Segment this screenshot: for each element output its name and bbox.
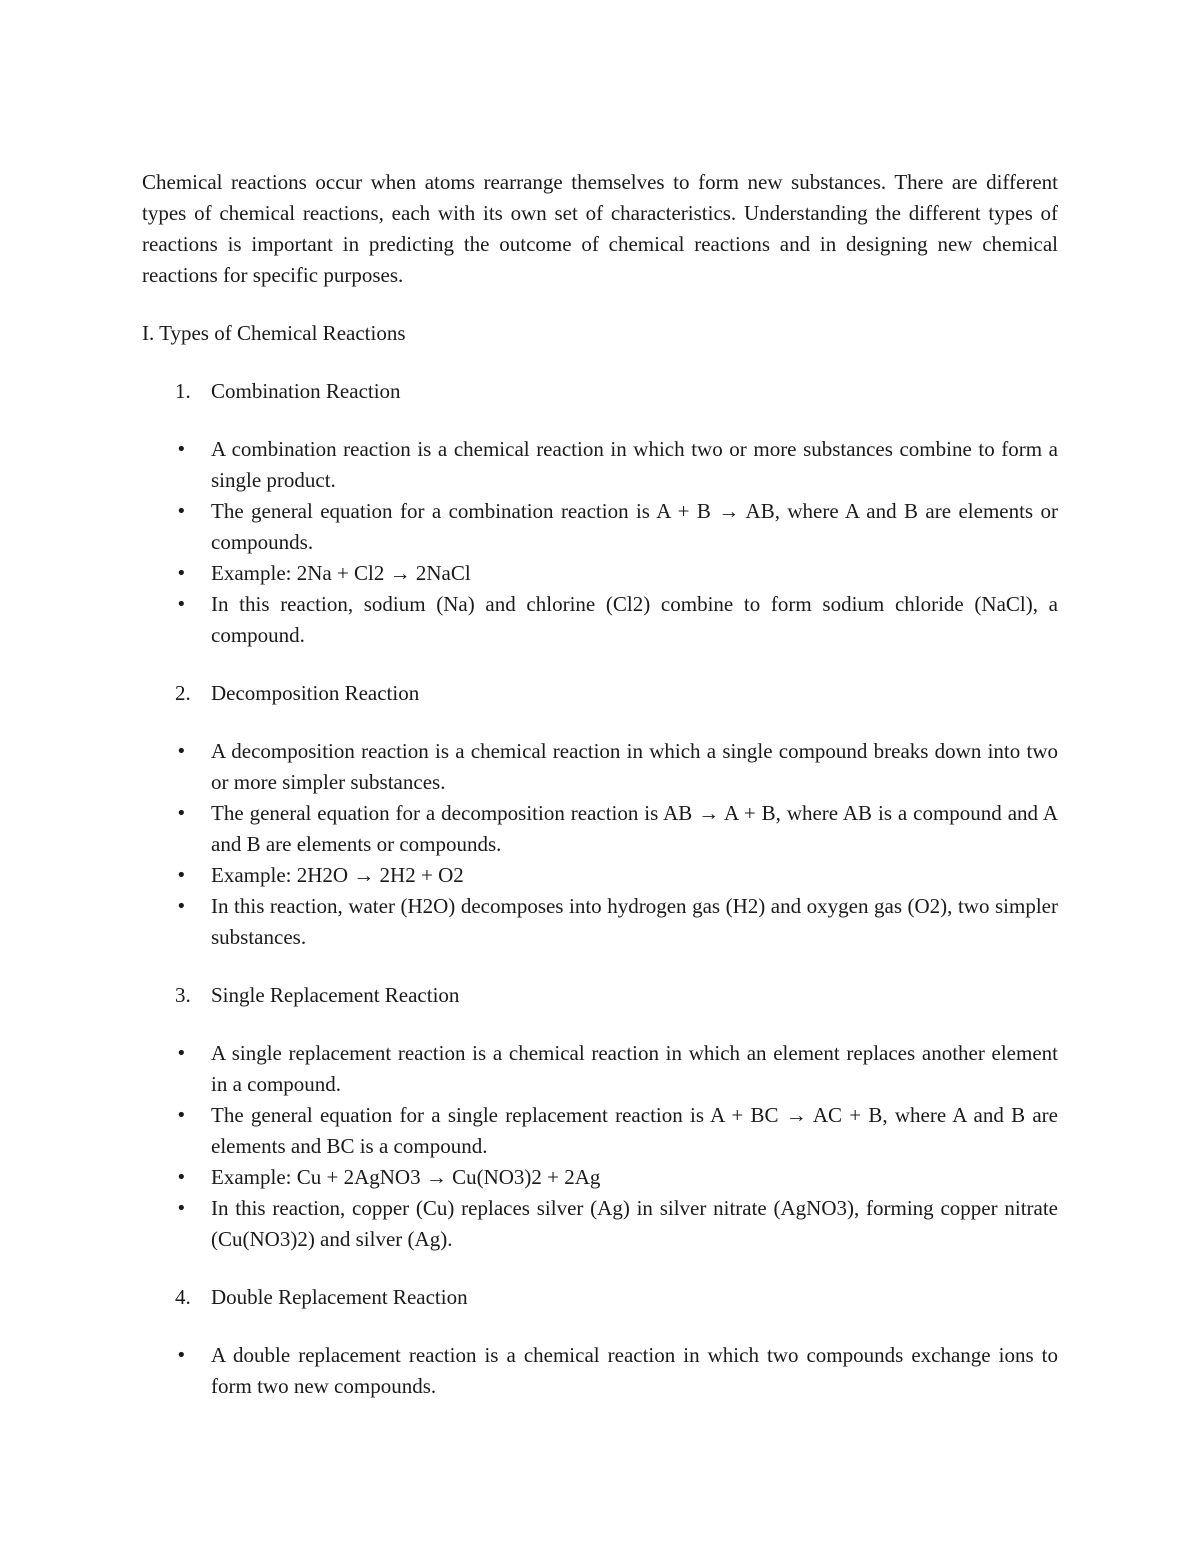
bullet-list	[142, 1038, 1058, 1255]
reaction-decomposition	[142, 678, 1058, 953]
list-number: 4.	[175, 1285, 191, 1309]
reaction-double-replacement	[142, 1282, 1058, 1402]
bullet-item: • Example: 2Na + Cl2 → 2NaCl	[142, 558, 1058, 589]
bullet-item: • In this reaction, copper (Cu) replaces silver (Ag) in silver nitrate (AgNO3), forming copper nitrate (Cu(NO3)2) and silver (Ag).	[142, 1193, 1058, 1255]
bullet-list	[142, 434, 1058, 651]
bullet-item: • A single replacement reaction is a chemical reaction in which an element replaces another element in a compound.	[142, 1038, 1058, 1100]
bullet-item: • Example: Cu + 2AgNO3 → Cu(NO3)2 + 2Ag	[142, 1162, 1058, 1193]
bullet-item: • A decomposition reaction is a chemical reaction in which a single compound breaks down into two or more simpler substances.	[142, 736, 1058, 798]
bullet-item: • Example: 2H2O → 2H2 + O2	[142, 860, 1058, 891]
section-heading: I. Types of Chemical Reactions	[142, 321, 406, 345]
bullet-item: • In this reaction, sodium (Na) and chlorine (Cl2) combine to form sodium chloride (NaCl), a compound.	[142, 589, 1058, 651]
reaction-single-replacement	[142, 980, 1058, 1255]
intro-paragraph: Chemical reactions occur when atoms rearrange themselves to form new substances. There are different types of chemical reactions, each with its own set of characteristics. Understanding the different types of reactions is important in predicting the outcome of chemical reactions and in designing new chemical reactions for specific purposes.	[142, 170, 1058, 287]
bullet-item: • The general equation for a single replacement reaction is A + BC → AC + B, where A and B are elements and BC is a compound.	[142, 1100, 1058, 1162]
list-number: 3.	[175, 983, 191, 1007]
document-page	[142, 167, 1058, 1402]
bullet-item: • A double replacement reaction is a chemical reaction in which two compounds exchange ions to form two new compounds.	[142, 1340, 1058, 1402]
list-number: 1.	[175, 379, 191, 403]
reaction-title	[142, 980, 1058, 1011]
reaction-title	[142, 1282, 1058, 1313]
bullet-list	[142, 1340, 1058, 1402]
reaction-title-text: Combination Reaction	[211, 379, 401, 403]
reaction-title-text: Double Replacement Reaction	[211, 1285, 468, 1309]
reaction-title-text: Decomposition Reaction	[211, 681, 420, 705]
reaction-title	[142, 376, 1058, 407]
bullet-item: • The general equation for a combination reaction is A + B → AB, where A and B are elements or compounds.	[142, 496, 1058, 558]
reaction-combination	[142, 376, 1058, 651]
bullet-item: • In this reaction, water (H2O) decomposes into hydrogen gas (H2) and oxygen gas (O2), two simpler substances.	[142, 891, 1058, 953]
bullet-item: • The general equation for a decomposition reaction is AB → A + B, where AB is a compound and A and B are elements or compounds.	[142, 798, 1058, 860]
bullet-item: • A combination reaction is a chemical reaction in which two or more substances combine to form a single product.	[142, 434, 1058, 496]
reaction-title	[142, 678, 1058, 709]
reaction-title-text: Single Replacement Reaction	[211, 983, 460, 1007]
bullet-list	[142, 736, 1058, 953]
list-number: 2.	[175, 681, 191, 705]
